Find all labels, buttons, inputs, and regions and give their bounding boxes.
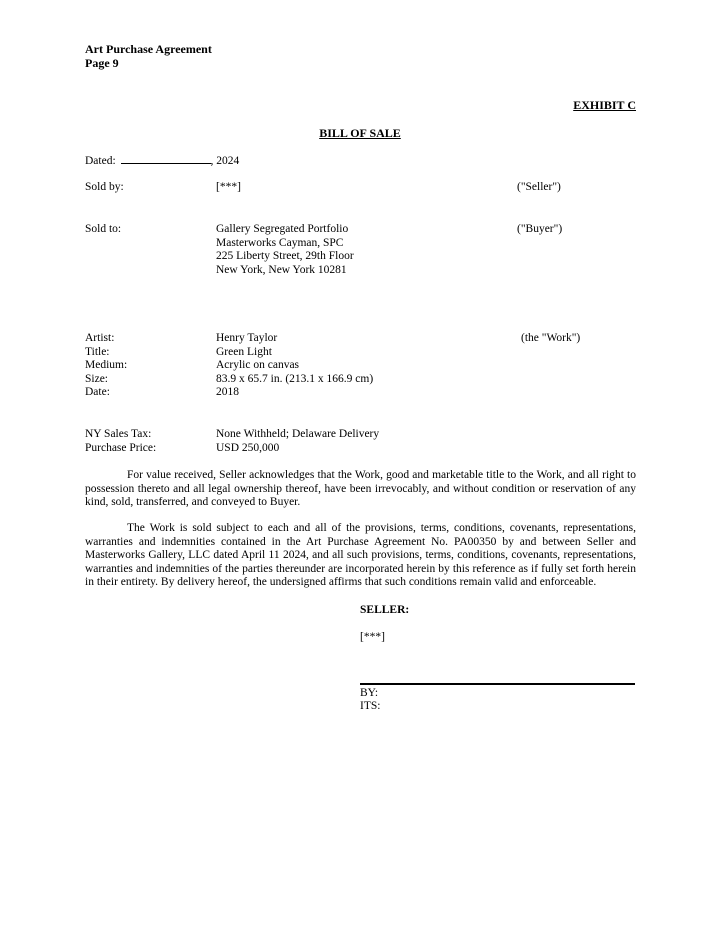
page-header xyxy=(85,42,212,70)
size-label: Size: xyxy=(85,372,108,385)
by-label: BY: xyxy=(360,687,379,699)
buyer-line: Gallery Segregated Portfolio xyxy=(216,223,349,235)
artist-label: Artist: xyxy=(85,332,115,344)
medium-value: Acrylic on canvas xyxy=(216,359,300,371)
subject-to-paragraph xyxy=(85,522,636,590)
dated-line xyxy=(85,153,239,169)
document-title-header: Art Purchase Agreement xyxy=(85,42,212,56)
buyer-role: ("Buyer") xyxy=(517,223,563,235)
work-labels xyxy=(85,332,127,400)
tax-label: NY Sales Tax: xyxy=(85,428,152,440)
buyer-address xyxy=(216,223,354,277)
signature-line xyxy=(360,683,635,685)
sold-to-label: Sold to: xyxy=(85,223,122,235)
exhibit-label: EXHIBIT C xyxy=(573,98,636,112)
seller-role: ("Seller") xyxy=(517,181,561,193)
buyer-line: 225 Liberty Street, 29th Floor xyxy=(216,250,354,262)
price-label: Purchase Price: xyxy=(85,442,157,454)
seller-name: [***] xyxy=(360,631,385,643)
buyer-line: New York, New York 10281 xyxy=(216,263,347,276)
tax-value: None Withheld; Delaware Delivery xyxy=(216,428,380,440)
date-blank xyxy=(121,153,211,164)
artist-value: Henry Taylor xyxy=(216,332,278,344)
title-label: Title: xyxy=(85,345,110,358)
paragraph-text: For value received, Seller acknowledges that the Work, good and marketable title to the Work, and all right to possession thereto and all legal ownership thereof, have been irrevocably, and without condition or reservation of any kind, sold, transferred, and conveyed to Buyer. xyxy=(85,469,636,508)
buyer-line: Masterworks Cayman, SPC xyxy=(216,236,344,249)
dated-label: Dated: xyxy=(85,155,116,167)
size-value: 83.9 x 65.7 in. (213.1 x 166.9 cm) xyxy=(216,372,374,385)
conveyance-paragraph xyxy=(85,469,636,510)
seller-heading: SELLER: xyxy=(360,604,410,616)
title-value: Green Light xyxy=(216,345,272,358)
page-number: Page 9 xyxy=(85,56,119,70)
sold-by-value: [***] xyxy=(216,181,241,193)
dated-year: , 2024 xyxy=(210,155,240,167)
work-role: (the "Work") xyxy=(521,332,581,344)
date-label: Date: xyxy=(85,386,110,398)
date-value: 2018 xyxy=(216,386,239,398)
sold-by-label: Sold by: xyxy=(85,181,124,193)
paragraph-text: The Work is sold subject to each and all of the provisions, terms, conditions, covenants, representations, warranties and indemnities contained in the Art Purchase Agreement No. PA00350 by and between Seller and Masterworks Gallery, LLC dated April 11 2024, and all such provisions, terms, conditions, covenants, representations, warranties and indemnities of the parties thereunder are incorporated herein by this reference as if fully set forth herein in their entirety. By delivery hereof, the undersigned affirms that such conditions remain valid and enforceable. xyxy=(85,522,636,588)
its-label: ITS: xyxy=(360,700,381,712)
bill-of-sale-title: BILL OF SALE xyxy=(319,126,401,140)
work-values xyxy=(216,332,373,400)
medium-label: Medium: xyxy=(85,359,128,371)
price-value: USD 250,000 xyxy=(216,442,280,454)
